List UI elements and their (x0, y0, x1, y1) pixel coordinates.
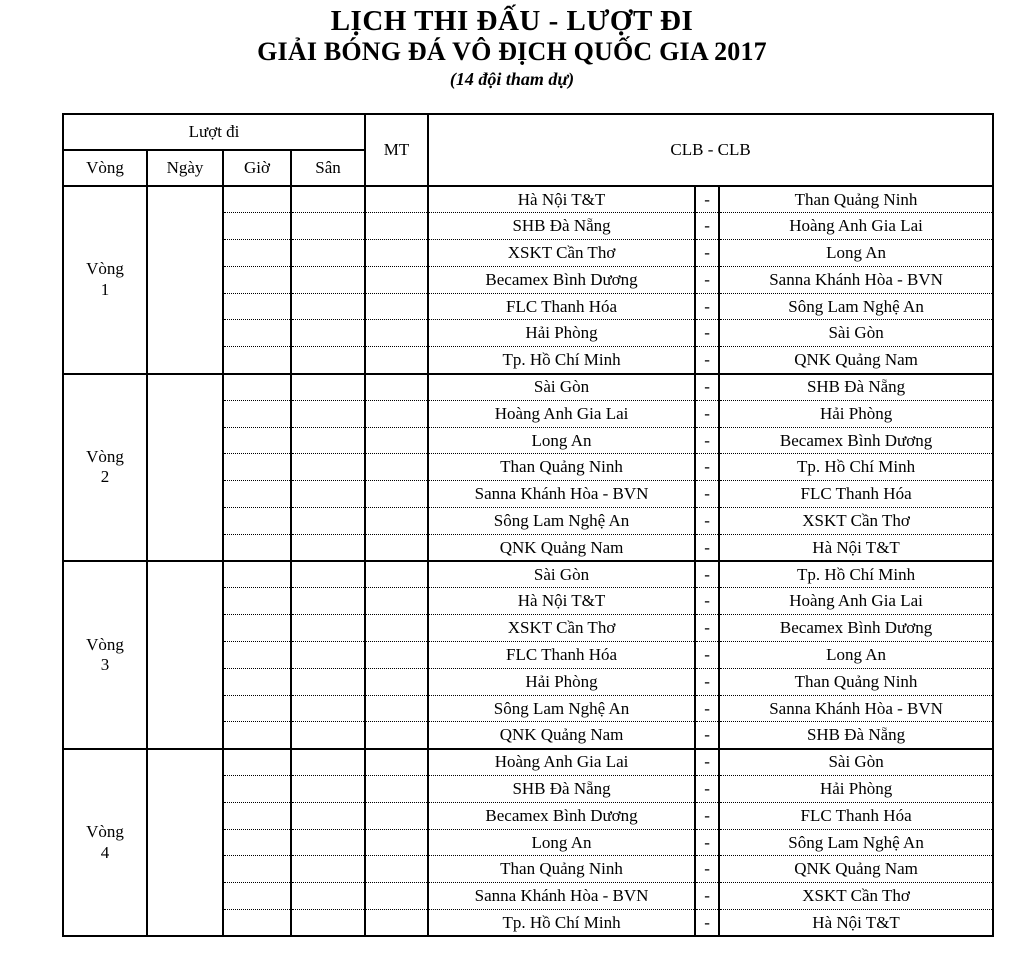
home-team-cell[interactable]: Becamex Bình Dương (428, 266, 695, 293)
match-time-cell[interactable] (223, 829, 291, 856)
home-team-cell[interactable]: Sài Gòn (428, 374, 695, 401)
round-label-number: 1 (100, 279, 110, 299)
match-time-cell[interactable] (223, 695, 291, 722)
round-label-word: Vòng (86, 822, 124, 842)
table-row[interactable] (63, 186, 993, 213)
match-time-cell[interactable] (223, 534, 291, 561)
versus-dash[interactable]: - (695, 829, 719, 856)
match-time-cell[interactable] (223, 668, 291, 695)
away-team-cell[interactable]: Tp. Hồ Chí Minh (719, 454, 993, 481)
home-team-cell[interactable]: Tp. Hồ Chí Minh (428, 347, 695, 374)
match-venue-cell[interactable] (291, 240, 365, 267)
match-time-cell[interactable] (223, 856, 291, 883)
match-venue-cell[interactable] (291, 749, 365, 776)
home-team-cell[interactable]: QNK Quảng Nam (428, 722, 695, 749)
match-venue-cell[interactable] (291, 695, 365, 722)
round-label-word: Vòng (86, 634, 124, 654)
versus-dash[interactable]: - (695, 293, 719, 320)
away-team-cell[interactable]: Sài Gòn (719, 749, 993, 776)
match-venue-cell[interactable] (291, 508, 365, 535)
match-time-cell[interactable] (223, 427, 291, 454)
match-time-cell[interactable] (223, 213, 291, 240)
match-time-cell[interactable] (223, 400, 291, 427)
home-team-cell[interactable]: Hải Phòng (428, 320, 695, 347)
match-venue-cell[interactable] (291, 186, 365, 213)
versus-dash[interactable]: - (695, 722, 719, 749)
header-gio: Giờ (223, 150, 291, 186)
match-mt-cell[interactable] (365, 883, 428, 910)
home-team-cell[interactable]: Hà Nội T&T (428, 186, 695, 213)
versus-dash[interactable]: - (695, 802, 719, 829)
match-time-cell[interactable] (223, 615, 291, 642)
home-team-cell[interactable]: Than Quảng Ninh (428, 454, 695, 481)
match-venue-cell[interactable] (291, 642, 365, 669)
match-venue-cell[interactable] (291, 266, 365, 293)
match-time-cell[interactable] (223, 320, 291, 347)
match-time-cell[interactable] (223, 454, 291, 481)
match-mt-cell[interactable] (365, 749, 428, 776)
versus-dash[interactable]: - (695, 749, 719, 776)
match-venue-cell[interactable] (291, 293, 365, 320)
round-group (63, 374, 993, 562)
versus-dash[interactable]: - (695, 776, 719, 803)
home-team-cell[interactable]: Hải Phòng (428, 668, 695, 695)
home-team-cell[interactable]: Sanna Khánh Hòa - BVN (428, 481, 695, 508)
round-label-number: 3 (100, 654, 110, 674)
match-mt-cell[interactable] (365, 213, 428, 240)
match-venue-cell[interactable] (291, 481, 365, 508)
versus-dash[interactable]: - (695, 240, 719, 267)
match-mt-cell[interactable] (365, 561, 428, 588)
versus-dash[interactable]: - (695, 695, 719, 722)
match-venue-cell[interactable] (291, 856, 365, 883)
match-mt-cell[interactable] (365, 266, 428, 293)
match-mt-cell[interactable] (365, 642, 428, 669)
away-team-cell[interactable]: Than Quảng Ninh (719, 186, 993, 213)
round-label-number: 4 (100, 842, 110, 862)
home-team-cell[interactable]: Than Quảng Ninh (428, 856, 695, 883)
match-time-cell[interactable] (223, 910, 291, 937)
match-venue-cell[interactable] (291, 427, 365, 454)
home-team-cell[interactable]: Becamex Bình Dương (428, 802, 695, 829)
versus-dash[interactable]: - (695, 642, 719, 669)
versus-dash[interactable]: - (695, 508, 719, 535)
match-time-cell[interactable] (223, 588, 291, 615)
home-team-cell[interactable]: SHB Đà Nẵng (428, 213, 695, 240)
match-mt-cell[interactable] (365, 320, 428, 347)
round-date-cell[interactable] (147, 561, 223, 749)
away-team-cell[interactable]: Long An (719, 240, 993, 267)
page-subtitle: GIẢI BÓNG ĐÁ VÔ ĐỊCH QUỐC GIA 2017 (257, 37, 767, 67)
match-time-cell[interactable] (223, 883, 291, 910)
schedule-table (62, 113, 994, 937)
home-team-cell[interactable]: Sanna Khánh Hòa - BVN (428, 883, 695, 910)
match-mt-cell[interactable] (365, 347, 428, 374)
versus-dash[interactable]: - (695, 400, 719, 427)
match-mt-cell[interactable] (365, 293, 428, 320)
away-team-cell[interactable]: FLC Thanh Hóa (719, 481, 993, 508)
match-mt-cell[interactable] (365, 240, 428, 267)
match-venue-cell[interactable] (291, 400, 365, 427)
versus-dash[interactable]: - (695, 883, 719, 910)
home-team-cell[interactable]: XSKT Cần Thơ (428, 615, 695, 642)
round-label-number: 2 (100, 467, 110, 487)
away-team-cell[interactable]: Hải Phòng (719, 776, 993, 803)
match-venue-cell[interactable] (291, 722, 365, 749)
versus-dash[interactable]: - (695, 615, 719, 642)
match-mt-cell[interactable] (365, 668, 428, 695)
away-team-cell[interactable]: Sanna Khánh Hòa - BVN (719, 266, 993, 293)
round-label-word: Vòng (86, 446, 124, 466)
match-time-cell[interactable] (223, 293, 291, 320)
header-mt: MT (365, 114, 428, 186)
match-time-cell[interactable] (223, 802, 291, 829)
header-vong: Vòng (63, 150, 147, 186)
versus-dash[interactable]: - (695, 910, 719, 937)
round-group (63, 749, 993, 937)
match-venue-cell[interactable] (291, 320, 365, 347)
versus-dash[interactable]: - (695, 534, 719, 561)
away-team-cell[interactable]: Tp. Hồ Chí Minh (719, 561, 993, 588)
match-time-cell[interactable] (223, 186, 291, 213)
versus-dash[interactable]: - (695, 481, 719, 508)
away-team-cell[interactable]: Hoàng Anh Gia Lai (719, 588, 993, 615)
versus-dash[interactable]: - (695, 320, 719, 347)
away-team-cell[interactable]: QNK Quảng Nam (719, 856, 993, 883)
match-time-cell[interactable] (223, 508, 291, 535)
round-group (63, 186, 993, 374)
match-venue-cell[interactable] (291, 615, 365, 642)
header-row-top (63, 114, 993, 150)
match-mt-cell[interactable] (365, 856, 428, 883)
round-date-cell[interactable] (147, 749, 223, 937)
versus-dash[interactable]: - (695, 856, 719, 883)
away-team-cell[interactable]: Hà Nội T&T (719, 910, 993, 937)
match-time-cell[interactable] (223, 240, 291, 267)
away-team-cell[interactable]: XSKT Cần Thơ (719, 508, 993, 535)
match-venue-cell[interactable] (291, 802, 365, 829)
match-time-cell[interactable] (223, 347, 291, 374)
header-san: Sân (291, 150, 365, 186)
away-team-cell[interactable]: Long An (719, 642, 993, 669)
match-time-cell[interactable] (223, 749, 291, 776)
match-venue-cell[interactable] (291, 213, 365, 240)
home-team-cell[interactable]: SHB Đà Nẵng (428, 776, 695, 803)
versus-dash[interactable]: - (695, 668, 719, 695)
versus-dash[interactable]: - (695, 561, 719, 588)
home-team-cell[interactable]: Long An (428, 427, 695, 454)
away-team-cell[interactable]: SHB Đà Nẵng (719, 374, 993, 401)
away-team-cell[interactable]: Than Quảng Ninh (719, 668, 993, 695)
match-venue-cell[interactable] (291, 776, 365, 803)
home-team-cell[interactable]: Long An (428, 829, 695, 856)
match-mt-cell[interactable] (365, 588, 428, 615)
match-mt-cell[interactable] (365, 534, 428, 561)
match-mt-cell[interactable] (365, 400, 428, 427)
home-team-cell[interactable]: Hoàng Anh Gia Lai (428, 749, 695, 776)
match-time-cell[interactable] (223, 481, 291, 508)
away-team-cell[interactable]: Sông Lam Nghệ An (719, 293, 993, 320)
match-venue-cell[interactable] (291, 534, 365, 561)
away-team-cell[interactable]: SHB Đà Nẵng (719, 722, 993, 749)
match-venue-cell[interactable] (291, 561, 365, 588)
match-venue-cell[interactable] (291, 588, 365, 615)
home-team-cell[interactable]: Hoàng Anh Gia Lai (428, 400, 695, 427)
away-team-cell[interactable]: Sanna Khánh Hòa - BVN (719, 695, 993, 722)
match-venue-cell[interactable] (291, 910, 365, 937)
round-label-word: Vòng (86, 259, 124, 279)
title-block (0, 0, 1024, 92)
page-title: LỊCH THI ĐẤU - LƯỢT ĐI (330, 5, 694, 37)
match-venue-cell[interactable] (291, 374, 365, 401)
versus-dash[interactable]: - (695, 588, 719, 615)
round-label (63, 374, 147, 562)
round-label (63, 186, 147, 374)
home-team-cell[interactable]: FLC Thanh Hóa (428, 642, 695, 669)
away-team-cell[interactable]: Hải Phòng (719, 400, 993, 427)
home-team-cell[interactable]: Sài Gòn (428, 561, 695, 588)
match-time-cell[interactable] (223, 722, 291, 749)
match-venue-cell[interactable] (291, 454, 365, 481)
match-mt-cell[interactable] (365, 374, 428, 401)
versus-dash[interactable]: - (695, 186, 719, 213)
match-mt-cell[interactable] (365, 776, 428, 803)
round-label (63, 749, 147, 937)
match-mt-cell[interactable] (365, 508, 428, 535)
versus-dash[interactable]: - (695, 427, 719, 454)
away-team-cell[interactable]: Becamex Bình Dương (719, 427, 993, 454)
away-team-cell[interactable]: XSKT Cần Thơ (719, 883, 993, 910)
header-ngay: Ngày (147, 150, 223, 186)
match-venue-cell[interactable] (291, 668, 365, 695)
round-date-cell[interactable] (147, 374, 223, 562)
round-date-cell[interactable] (147, 186, 223, 374)
home-team-cell[interactable]: Sông Lam Nghệ An (428, 695, 695, 722)
header-luot-di: Lượt đi (63, 114, 365, 150)
home-team-cell[interactable]: Tp. Hồ Chí Minh (428, 910, 695, 937)
versus-dash[interactable]: - (695, 454, 719, 481)
home-team-cell[interactable]: XSKT Cần Thơ (428, 240, 695, 267)
table-header (63, 114, 993, 186)
page-note: (14 đội tham dự) (449, 69, 575, 90)
match-venue-cell[interactable] (291, 347, 365, 374)
match-mt-cell[interactable] (365, 802, 428, 829)
match-mt-cell[interactable] (365, 186, 428, 213)
match-mt-cell[interactable] (365, 481, 428, 508)
match-mt-cell[interactable] (365, 695, 428, 722)
match-time-cell[interactable] (223, 374, 291, 401)
table-row[interactable] (63, 374, 993, 401)
match-time-cell[interactable] (223, 561, 291, 588)
table-row[interactable] (63, 561, 993, 588)
match-mt-cell[interactable] (365, 427, 428, 454)
away-team-cell[interactable]: Hoàng Anh Gia Lai (719, 213, 993, 240)
away-team-cell[interactable]: Sông Lam Nghệ An (719, 829, 993, 856)
match-mt-cell[interactable] (365, 454, 428, 481)
home-team-cell[interactable]: FLC Thanh Hóa (428, 293, 695, 320)
versus-dash[interactable]: - (695, 213, 719, 240)
schedule-table-wrapper (62, 113, 992, 937)
away-team-cell[interactable]: Hà Nội T&T (719, 534, 993, 561)
versus-dash[interactable]: - (695, 266, 719, 293)
versus-dash[interactable]: - (695, 374, 719, 401)
header-clb: CLB - CLB (428, 114, 993, 186)
home-team-cell[interactable]: Sông Lam Nghệ An (428, 508, 695, 535)
match-time-cell[interactable] (223, 642, 291, 669)
match-venue-cell[interactable] (291, 829, 365, 856)
round-label (63, 561, 147, 749)
away-team-cell[interactable]: QNK Quảng Nam (719, 347, 993, 374)
match-mt-cell[interactable] (365, 615, 428, 642)
match-mt-cell[interactable] (365, 910, 428, 937)
away-team-cell[interactable]: Becamex Bình Dương (719, 615, 993, 642)
away-team-cell[interactable]: Sài Gòn (719, 320, 993, 347)
home-team-cell[interactable]: Hà Nội T&T (428, 588, 695, 615)
table-row[interactable] (63, 749, 993, 776)
match-mt-cell[interactable] (365, 722, 428, 749)
match-time-cell[interactable] (223, 776, 291, 803)
away-team-cell[interactable]: FLC Thanh Hóa (719, 802, 993, 829)
match-mt-cell[interactable] (365, 829, 428, 856)
match-venue-cell[interactable] (291, 883, 365, 910)
home-team-cell[interactable]: QNK Quảng Nam (428, 534, 695, 561)
versus-dash[interactable]: - (695, 347, 719, 374)
match-time-cell[interactable] (223, 266, 291, 293)
round-group (63, 561, 993, 749)
